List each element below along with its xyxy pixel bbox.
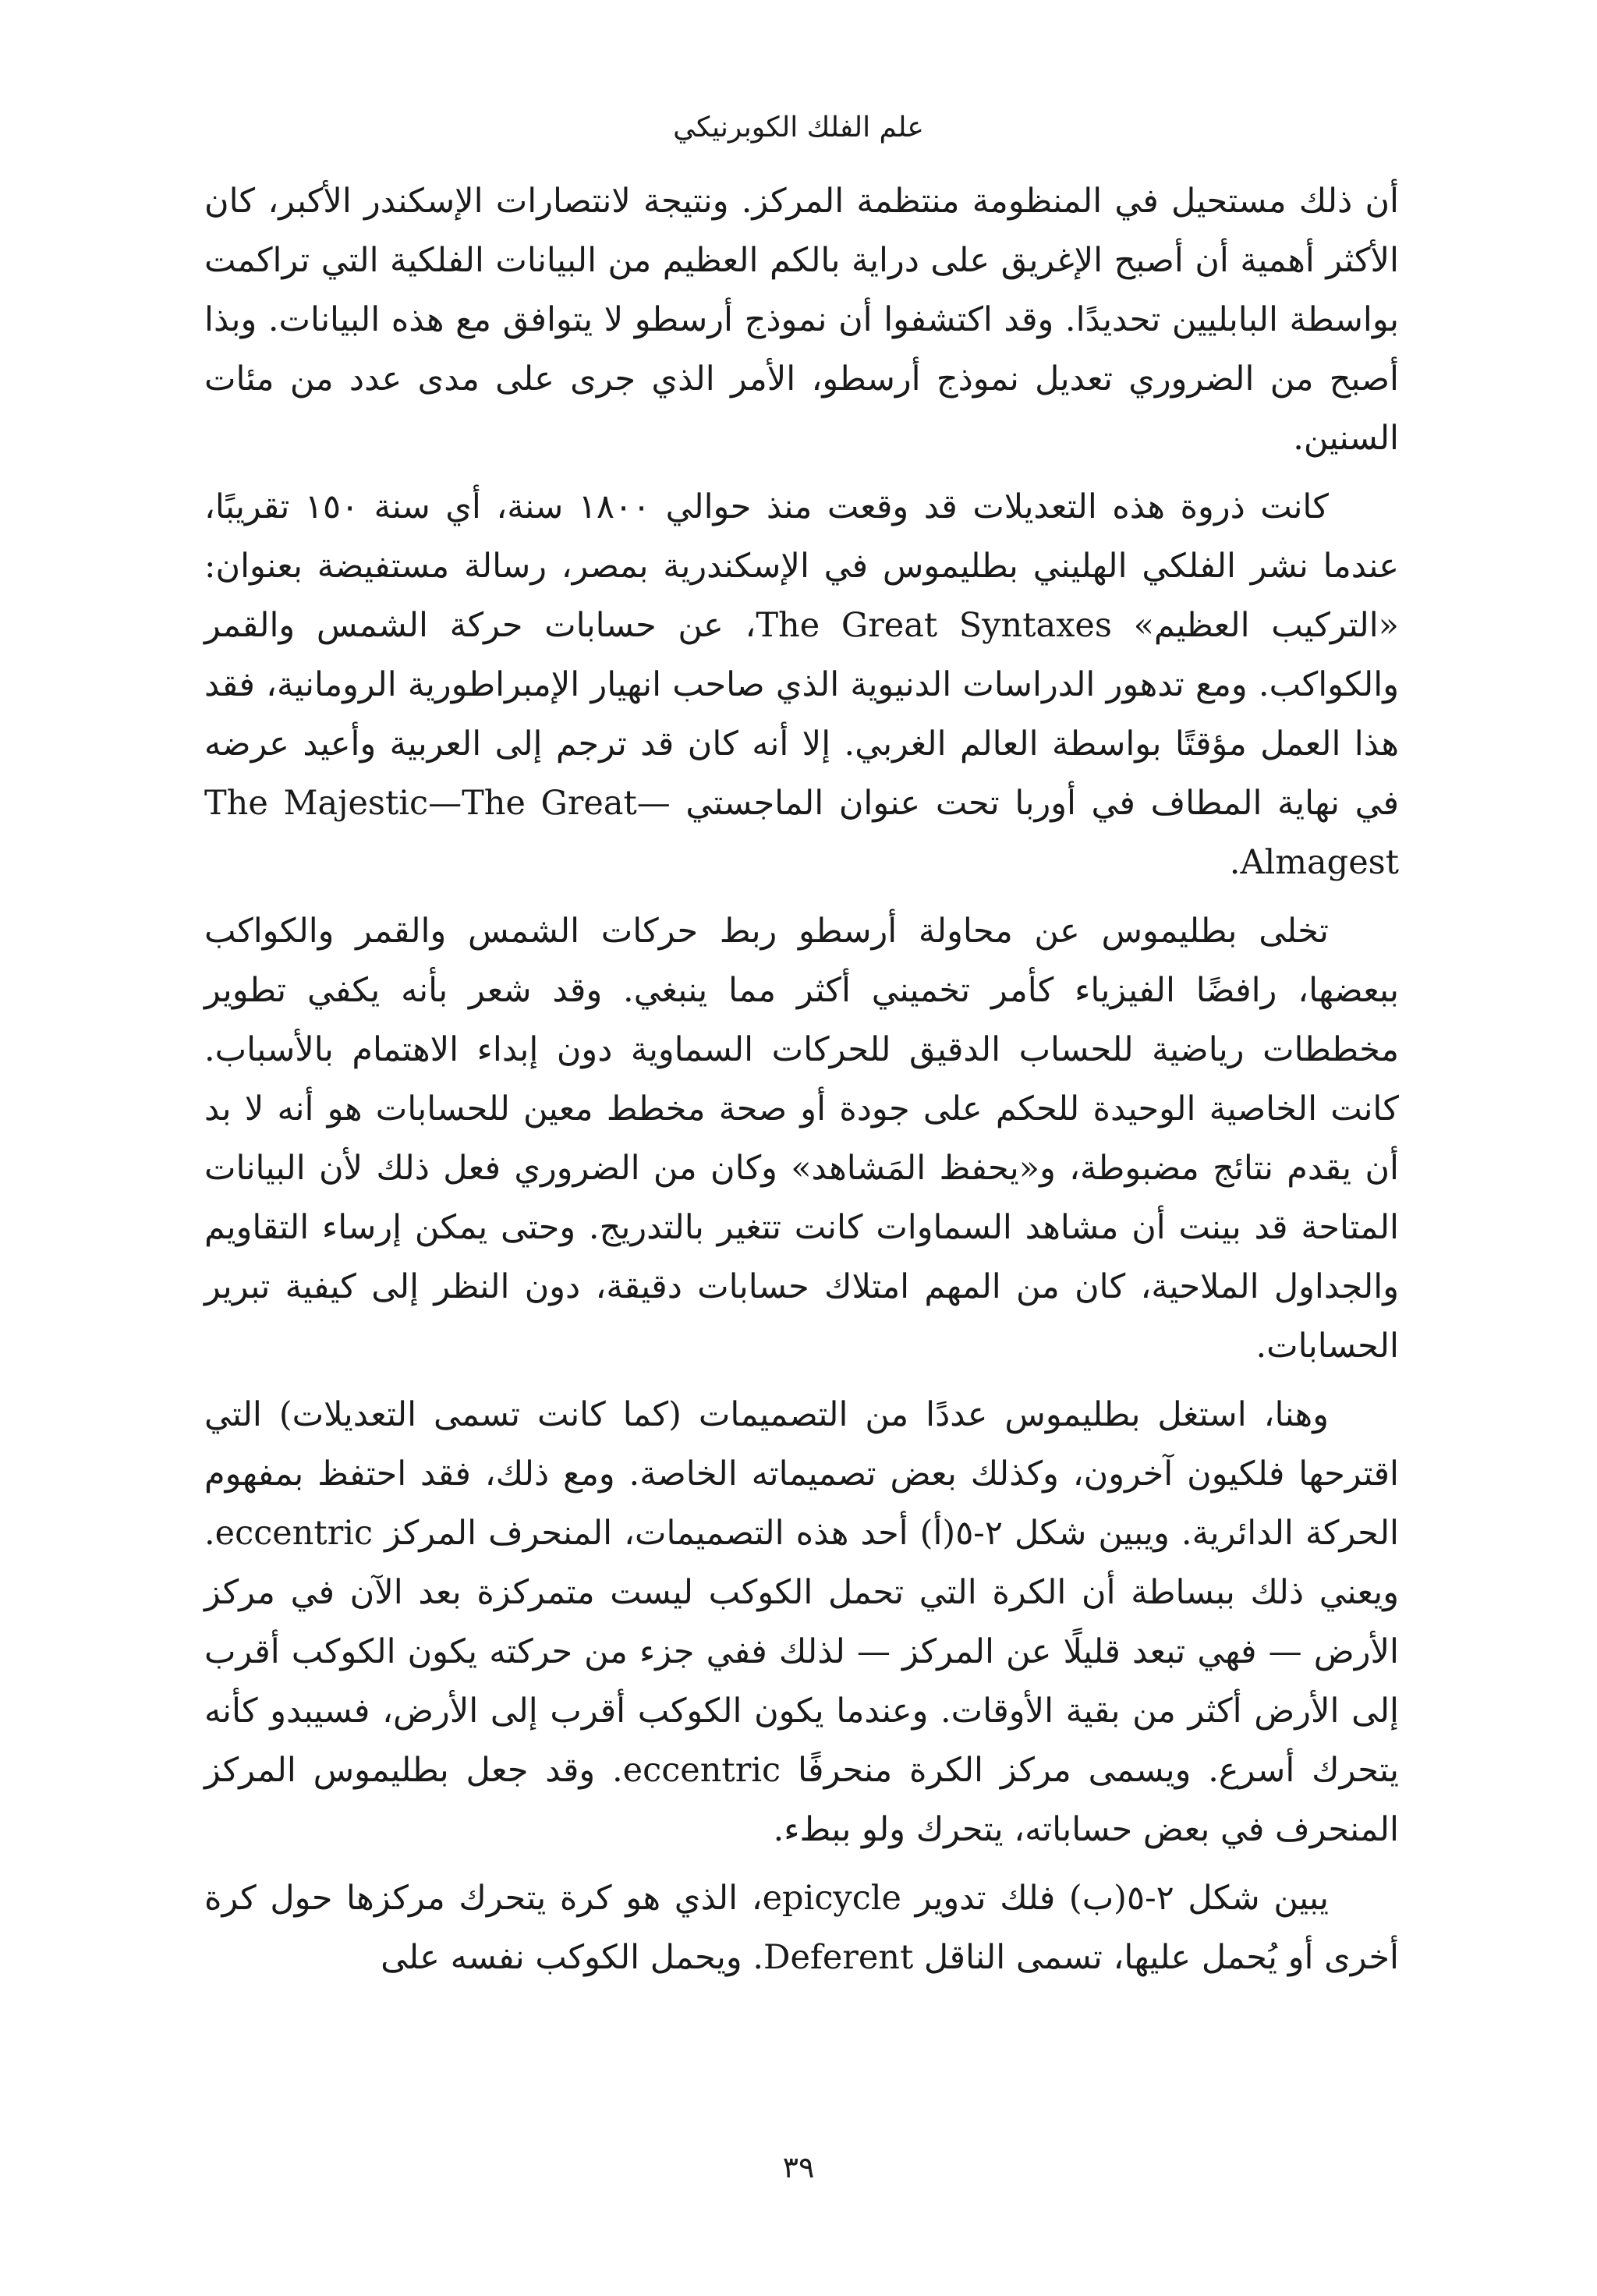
running-header: علم الفلك الكوبرنيكي bbox=[673, 112, 924, 144]
paragraph-5: يبين شكل ٢-٥(ب) فلك تدوير epicycle، الذي هو كرة يتحرك مركزها حول كرة أخرى أو يُحمل عليها، تسمى الناقل Deferent. ويحمل الكوكب نفسه على bbox=[204, 1879, 1399, 1977]
paragraph-2: كانت ذروة هذه التعديلات قد وقعت منذ حوالي ١٨٠٠ سنة، أي سنة ١٥٠ تقريبًا، عندما نشر الفلكي الهليني بطليموس في الإسكندرية بمصر، رسالة مستفيضة بعنوان: «التركيب العظيم» The Great Syntaxes، عن حسابات حركة الشمس والقمر والكواكب. ومع تدهور الدراسات الدنيوية الذي صاحب انهيار الإمبراطورية الرومانية، فقد هذا العمل مؤقتًا بواسطة العالم الغربي. إلا أنه كان قد ترجم إلى العربية وأعيد عرضه في نهاية المطاف في أوربا تحت عنوان الماجستي The Majestic—The Great—Almagest. bbox=[204, 487, 1399, 882]
page-number: ٣٩ bbox=[782, 2150, 815, 2184]
paragraph-3: تخلى بطليموس عن محاولة أرسطو ربط حركات الشمس والقمر والكواكب ببعضها، رافضًا الفيزياء كأمر تخميني أكثر مما ينبغي. وقد شعر بأنه يكفي تطوير مخططات رياضية للحساب الدقيق للحركات السماوية دون إبداء الاهتمام بالأسباب. كانت الخاصية الوحيدة للحكم على جودة أو صحة مخطط معين للحسابات هو أنه لا بد أن يقدم نتائج مضبوطة، و«يحفظ المَشاهد» وكان من الضروري فعل ذلك لأن البيانات المتاحة قد بينت أن مشاهد السماوات كانت تتغير بالتدريج. وحتى يمكن إرساء التقاويم والجداول الملاحية، كان من المهم امتلاك حسابات دقيقة، دون النظر إلى كيفية تبرير الحسابات. bbox=[204, 912, 1399, 1366]
paragraph-4: وهنا، استغل بطليموس عددًا من التصميمات (كما كانت تسمى التعديلات) التي اقترحها فلكيون آخرون، وكذلك بعض تصميماته الخاصة. ومع ذلك، فقد احتفظ بمفهوم الحركة الدائرية. ويبين شكل ٢-٥(أ) أحد هذه التصميمات، المنحرف المركز eccentric. ويعني ذلك ببساطة أن الكرة التي تحمل الكوكب ليست متمركزة بعد الآن في مركز الأرض — فهي تبعد قليلًا عن المركز — لذلك ففي جزء من حركته يكون الكوكب أقرب إلى الأرض أكثر من بقية الأوقات. وعندما يكون الكوكب أقرب إلى الأرض، فسيبدو كأنه يتحرك أسرع. ويسمى مركز الكرة منحرفًا eccentric. وقد جعل بطليموس المركز المنحرف في بعض حساباته، يتحرك ولو ببطء. bbox=[204, 1395, 1400, 1849]
text-body bbox=[204, 172, 1399, 1987]
paragraph-1: أن ذلك مستحيل في المنظومة منتظمة المركز. ونتيجة لانتصارات الإسكندر الأكبر، كان الأكثر أهمية أن أصبح الإغريق على دراية بالكم العظيم من البيانات الفلكية التي تراكمت بواسطة البابليين تحديدًا. وقد اكتشفوا أن نموذج أرسطو لا يتوافق مع هذه البيانات. وبذا أصبح من الضروري تعديل نموذج أرسطو، الأمر الذي جرى على مدى عدد من مئات السنين. bbox=[204, 182, 1399, 458]
